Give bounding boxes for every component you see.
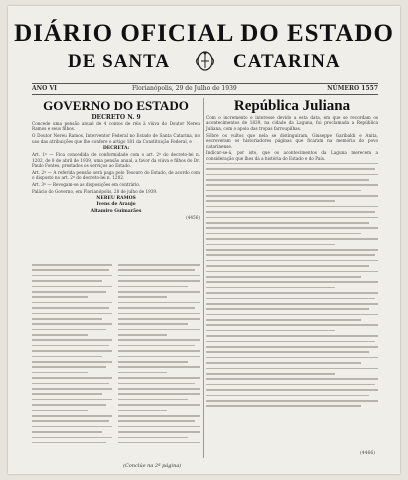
dateline [32,83,378,95]
text-line [32,356,102,358]
text-line [206,357,378,359]
text-line [206,314,378,316]
text-line [32,415,112,417]
text-line [32,366,106,368]
text-line [118,350,200,352]
text-line [206,351,369,353]
text-line [118,269,195,271]
text-line [32,426,112,428]
text-line [206,389,378,391]
decreto-paragraph: Art. 1º — Fica concedida de conformidade com o art. 2º do decreto-lei n. 1202, de 8 de abril de 1939, uma pensão anual, a favor da viúva e filhos do Dr. Paulo Fontes, prestados os serviços ao Estado. [32,152,200,168]
text-line [118,264,200,266]
continued-note: (Conclúe na 2ª página) [123,463,182,469]
signature: NEREU RAMOS [96,195,136,201]
text-line [118,383,195,385]
text-line [118,323,188,325]
text-line [206,276,361,278]
issue-number: NÚMERO 1557 [327,85,378,92]
text-line [32,404,106,406]
masthead-title-right: CATARINA [233,51,341,72]
text-line [118,361,188,363]
text-line [32,339,112,341]
text-line [32,420,109,422]
text-line [206,373,335,375]
text-line [32,296,88,298]
text-line [32,302,112,304]
text-line [206,308,369,310]
text-line [32,318,102,320]
text-line [32,334,88,336]
text-line [206,335,378,337]
text-line [206,298,375,300]
text-line [206,174,378,176]
text-line [206,271,378,273]
text-line [32,275,112,277]
text-line [32,372,88,374]
text-line [32,264,112,266]
text-line [206,319,361,321]
text-line [32,307,109,309]
column-divider [203,98,204,458]
text-line [118,442,200,444]
text-line [206,362,361,364]
text-line [118,393,200,395]
text-line [206,330,335,332]
text-line [118,426,200,428]
issue-year: ANO VI [32,85,57,92]
text-line [32,323,112,325]
text-line [206,233,361,235]
text-lines [32,264,112,447]
text-line [118,302,200,304]
decreto-paragraph: Art. 2º — A referida pensão será paga pelo Tesouro do Estado, de acordo com o disposto no art. 2º do decreto-lei n. 1202. [32,169,200,181]
decreto-title: DECRETO N. 9 [91,114,141,121]
decreto-signoff: Palácio do Governo, em Florianópolis, 28 de julho de 1939. [32,189,158,195]
text-line [206,211,375,213]
text-line [32,286,112,288]
article-paragraph: Indicar-se-á, por isto, que os acontecimentos da Laguna merecem a consideração que lhes dá a história do Estado e do País. [206,150,378,161]
text-line [118,410,167,412]
decreto-heading: DECRETA: [102,145,130,151]
text-line [118,366,200,368]
text-line [206,378,378,380]
text-line [206,324,378,326]
text-line [118,377,200,379]
text-line [206,206,378,208]
text-line [206,227,378,229]
text-line [206,190,361,192]
text-lines [206,163,378,407]
text-line [118,372,167,374]
text-line [206,217,378,219]
text-line [118,388,200,390]
state-crest-icon [194,49,216,73]
text-line [206,168,375,170]
text-line [118,437,188,439]
text-line [32,410,88,412]
text-line [206,287,335,289]
text-line [118,313,200,315]
masthead-title-line2 [8,49,400,75]
text-line [206,384,375,386]
text-line [206,200,335,202]
text-line [206,222,369,224]
article-paragraph: Sôbre os vultos que nela se distinguiram, Giuseppe Garibaldi e Anita, escreveram os historiadores páginas que ficaram na memória do povo catarinense. [206,132,378,149]
text-line [118,291,200,293]
text-line [206,244,335,246]
text-line [32,383,109,385]
text-line [118,339,200,341]
text-line [206,281,378,283]
text-line [32,361,112,363]
text-line [32,291,106,293]
decreto-paragraph: Concede uma pensão anual de 4 contos de réis à viúva do Doutor Nereu Ramos e seus filhos. [32,121,200,132]
text-line [206,249,378,251]
text-line [118,329,200,331]
text-line [206,195,378,197]
text-line [32,377,112,379]
text-line [206,405,361,407]
text-line [32,350,112,352]
issue-location-date: Florianópolis, 29 de Julho de 1939 [132,85,237,92]
text-line [206,238,378,240]
masthead-title-left: DE SANTA [68,51,171,72]
text-line [118,296,167,298]
left-column [32,98,200,222]
text-line [206,368,378,370]
text-line [118,334,167,336]
text-line [206,163,378,165]
text-line [32,313,112,315]
right-column-heading: República Juliana [233,98,351,114]
text-line [118,307,195,309]
article-paragraph: Com o incremento e interesse devido a esta data, em que se recordam os acontecimentos de 1839, na cidade da Laguna, foi proclamada a República Juliana, com o apoio das tropas farroupilhas. [206,115,378,131]
text-line [32,431,102,433]
text-line [118,345,195,347]
text-line [32,345,109,347]
text-line [206,260,378,262]
signature: Altamiro Guimarães [90,208,142,214]
text-line [32,388,112,390]
text-line [118,275,200,277]
text-line [118,318,200,320]
text-line [32,393,102,395]
newspaper-page [8,6,400,474]
right-column [206,98,378,411]
text-lines [118,264,200,447]
text-line [32,329,106,331]
text-line [32,269,109,271]
text-line [206,303,378,305]
masthead-title-line1: DIÁRIO OFICIAL DO ESTADO [14,20,394,47]
text-line [118,356,200,358]
text-line [118,286,188,288]
text-line [206,292,378,294]
text-line [32,442,106,444]
decreto-paragraph: O Doutor Nereu Ramos, Interventor Federal no Estado de Santa Catarina, no uso das atribuições que lhe confere o artigo 181 da Constituição Federal, e [32,133,200,144]
text-line [206,254,375,256]
item-ref: (4456) [186,215,200,221]
signature: Ivens de Araujo [96,202,136,208]
text-line [118,399,188,401]
article-ref: (4466) [360,451,375,456]
decreto-paragraph: Art. 3º — Revogam-se as disposições em contrário. [32,182,141,188]
text-line [118,415,200,417]
text-line [32,280,102,282]
masthead [8,20,400,75]
text-line [118,404,200,406]
left-column-heading: GOVERNO DO ESTADO [43,98,189,113]
text-line [206,179,369,181]
text-line [118,431,200,433]
text-line [206,265,369,267]
text-line [206,395,369,397]
text-line [206,400,378,402]
text-line [206,184,378,186]
text-line [206,346,378,348]
text-line [118,420,195,422]
text-line [32,437,112,439]
text-line [206,341,375,343]
text-line [118,280,200,282]
text-line [32,399,112,401]
